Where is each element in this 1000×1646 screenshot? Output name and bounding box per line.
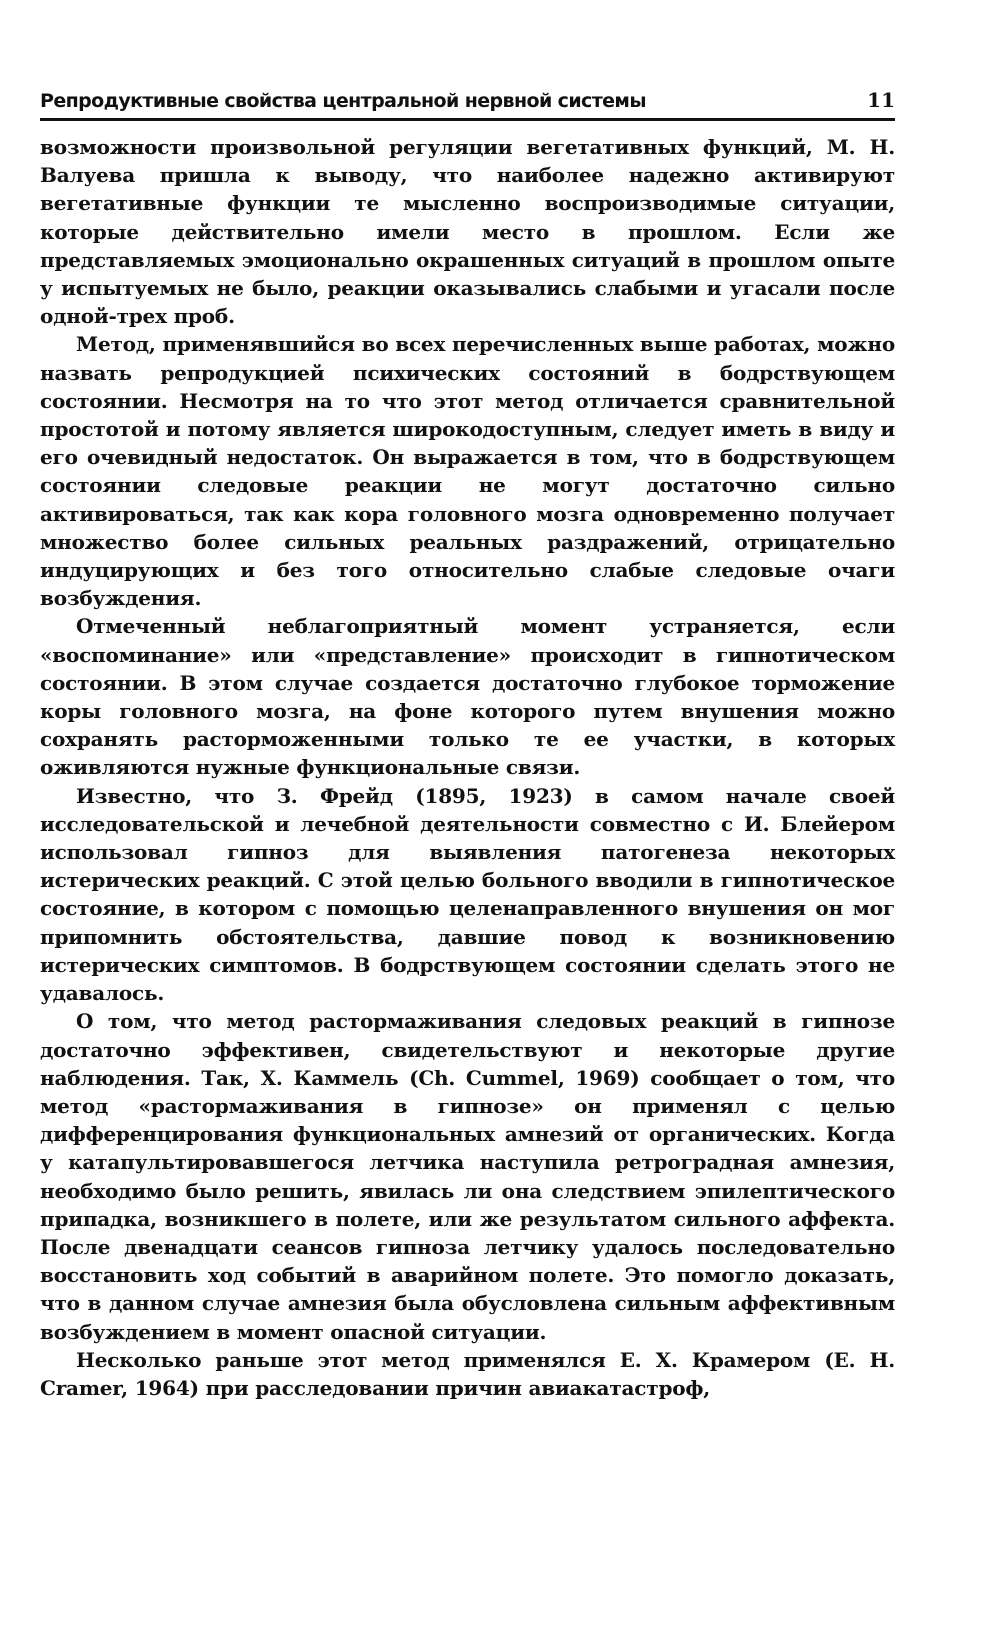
- page-number: 11: [867, 88, 895, 112]
- running-title: Репродуктивные свойства центральной нервной системы: [40, 90, 646, 112]
- paragraph: Метод, применявшийся во всех перечисленных выше работах, можно назвать репродукцией психических состояний в бодрствующем состоянии. Несмотря на то что этот метод отличается сравнительной простотой и потому является широкодоступным, следует иметь в виду и его очевидный недостаток. Он выражается в том, что в бодрствующем состоянии следовые реакции не могут достаточно сильно активироваться, так как кора головного мозга одновременно получает множество более сильных реальных раздражений, отрицательно индуцирующих и без того относительно слабые следовые очаги возбуждения.: [40, 332, 895, 611]
- paragraph: Отмеченный неблагоприятный момент устраняется, если «воспоминание» или «представление» происходит в гипнотическом состоянии. В этом случае создается достаточно глубокое торможение коры головного мозга, на фоне которого путем внушения можно сохранять расторможенными только те ее участки, в которых оживляются нужные функциональные связи.: [40, 614, 895, 780]
- paragraph-continuation: возможности произвольной регуляции вегетативных функций, М. Н. Валуева пришла к выводу, что наиболее надежно активируют вегетативные функции те мысленно воспроизводимые ситуации, которые действительно имели место в прошлом. Если же представляемых эмоционально окрашенных ситуаций в прошлом опыте у испытуемых не было, реакции оказывались слабыми и угасали после одной-трех проб.: [40, 135, 895, 329]
- paragraph: Известно, что З. Фрейд (1895, 1923) в самом начале своей исследовательской и лечебной деятельности совместно с И. Блейером использовал гипноз для выявления патогенеза некоторых истерических реакций. С этой целью больного вводили в гипнотическое состояние, в котором с помощью целенаправленного внушения он мог припомнить обстоятельства, давшие повод к возникновению истерических симптомов. В бодрствующем состоянии сделать этого не удавалось.: [40, 783, 895, 1006]
- running-header: [40, 88, 895, 121]
- body-text: [40, 133, 895, 1402]
- book-page: [40, 88, 895, 1402]
- paragraph: О том, что метод растормаживания следовых реакций в гипнозе достаточно эффективен, свидетельствуют и некоторые другие наблюдения. Так, Х. Каммель (Ch. Cummel, 1969) сообщает о том, что метод «растормаживания в гипнозе» он применял с целью дифференцирования функциональных амнезий от органических. Когда у катапультировавшегося летчика наступила ретроградная амнезия, необходимо было решить, явилась ли она следствием эпилептического припадка, возникшего в полете, или же результатом сильного аффекта. После двенадцати сеансов гипноза летчику удалось последовательно восстановить ход событий в аварийном полете. Это помогло доказать, что в данном случае амнезия была обусловлена сильным аффективным возбуждением в момент опасной ситуации.: [40, 1009, 895, 1344]
- paragraph: Несколько раньше этот метод применялся Е. Х. Крамером (E. H. Cramer, 1964) при расследовании причин авиакатастроф,: [40, 1347, 895, 1400]
